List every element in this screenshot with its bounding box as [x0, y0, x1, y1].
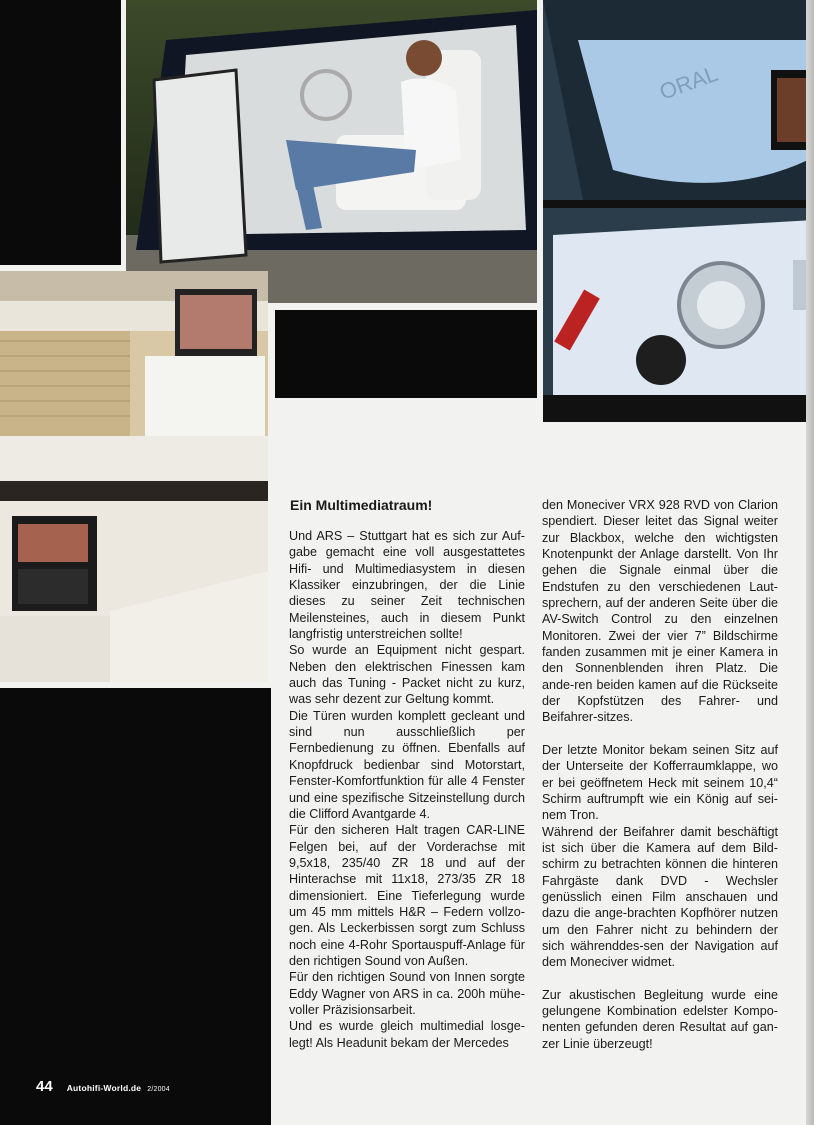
article-heading: Ein Multimediatraum!: [290, 497, 433, 513]
black-panel-top-left: [0, 0, 121, 265]
trunk-logo-text: ORAL: [656, 60, 722, 105]
black-panel-middle: [275, 310, 537, 398]
paragraph: Und es wurde gleich multimedial losge-legt! Als Headunit bekam der Mercedes: [289, 1019, 525, 1050]
paragraph: Für den sicheren Halt tragen CAR-LINE Felgen bei, auf der Vorderachse mit 9,5x18, 235/40 ZR 18 und auf der Hinterachse mit 11x18, 273/35 ZR 18 dimensioniert. Eine Tieferlegung wurde um 45 mm mittels H&R – Federn vollzo-gen. Als Leckerbissen sorgt zum Schluss noch eine 4-Rohr Sportauspuff-Anlage für den richtigen Sound von Außen.: [289, 823, 525, 968]
footer-site-name: Autohifi-World.de: [66, 1083, 142, 1093]
paragraph: Und ARS – Stuttgart hat es sich zur Auf-gabe gemacht eine voll ausgestattetes Hifi- und Multimediasystem in diesen Klassiker einzubringen, der die Linie dieses zu seiner Zeit technischen Meilensteines, auch in diesem Punkt langfristig unterstreichen sollte!: [289, 529, 525, 642]
paragraph: Die Türen wurden komplett gecleant und sind nun ausschließlich per Fernbedienung zu öffnen. Ebenfalls auf Knopfdruck bedienbar sind Motorstart, Fenster-Komfortfunktion für alle 4 Fenster und eine spezifische Sitzeinstellung durch die Clifford Avantgarde 4.: [289, 708, 525, 821]
black-panel-bottom-left: [0, 688, 271, 1125]
footer-site: [67, 1083, 170, 1093]
page-number: 44: [36, 1078, 53, 1095]
paragraph: Zur akustischen Begleitung wurde eine gelungene Kombination edelster Kompo-nenten gefunden deren Resultat auf gan-zer Linie überzeugt!: [542, 987, 778, 1051]
page-footer: [36, 1078, 170, 1095]
page-edge: [806, 0, 814, 1125]
footer-issue: 2/2004: [147, 1086, 170, 1093]
paragraph: den Moneciver VRX 928 RVD von Clarion spendiert. Dieser leitet das Signal weiter zur Blackbox, welche den wichtigsten Knotenpunkt der Anlage darstellt. Von Ihr gehen die Signale einmal über die Endstufen zu den verschiedenen Laut-sprechern, auf der anderen Seite über die AV-Switch Control zu den einzelnen Monitoren. Zwei der vier 7” Bildschirme fanden zusammen mit je einer Kamera in den Sonnenblenden ihren Platz. Die ande-ren beiden kamen auf die Rückseite der Kopfstützen des Fahrer- und Beifahrer-sitzes.: [542, 498, 778, 725]
paragraph: Während der Beifahrer damit beschäftigt ist sich über die Kamera auf dem Bild-schirm zu betrachten können die hinteren Fahrgäste dank DVD - Wechsler genüsslich einen Film anschauen und dazu die ange-brachten Kopfhörer nutzen um den Fahrer nicht zu behindern der sich währenddes-sen der Navigation auf dem Moneciver widmet.: [542, 824, 778, 970]
article-column-left: [289, 528, 525, 1051]
article-column-right: [542, 497, 778, 1052]
paragraph: Für den richtigen Sound von Innen sorgte Eddy Wagner von ARS in ca. 200h mühe-voller Präzisionsarbeit.: [289, 970, 525, 1017]
paragraph: Der letzte Monitor bekam seinen Sitz auf der Unterseite der Kofferraumklappe, wo er bei geöffnetem Heck mit seinem 10,4“ Schirm auftrumpft wie ein König auf sei-nem Tron.: [542, 742, 778, 823]
paragraph: So wurde an Equipment nicht gespart. Neben den elektrischen Finessen kam auch das Tuning - Packet nicht zu kurz, was sehr dezent zur Geltung kommt.: [289, 643, 525, 707]
photo-interior-monitors: [0, 271, 268, 682]
photo-trunk-monitor: [543, 0, 814, 422]
photo-car-door-open: [126, 0, 537, 303]
